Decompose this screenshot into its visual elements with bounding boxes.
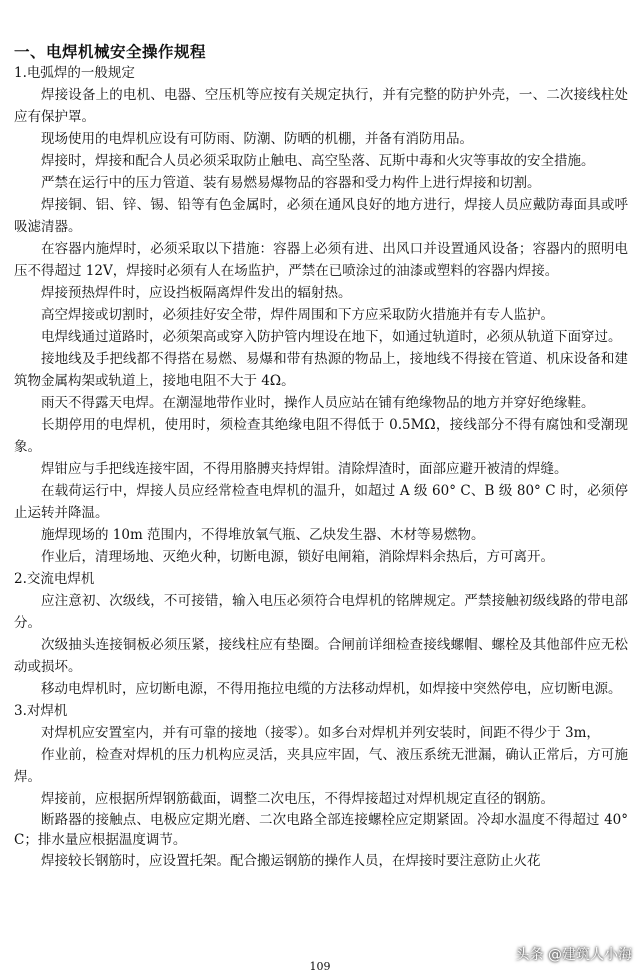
paragraph: 作业后，清理场地、灭绝火种，切断电源，锁好电闸箱，消除焊料余热后，方可离开。 <box>41 549 554 565</box>
paragraph: 严禁在运行中的压力管道、装有易燃易爆物品的容器和受力构件上进行焊接和切割。 <box>41 175 541 191</box>
paragraph: 焊接铜、铝、锌、锡、铅等有色金属时，必须在通风良好的地方进行，焊接人员应戴防毒面具或呼吸滤清器。 <box>14 197 628 235</box>
document-title: 一、电焊机械安全操作规程 <box>14 43 207 61</box>
paragraph: 长期停用的电焊机，使用时，须检查其绝缘电阻不得低于 0.5MΩ，接线部分不得有腐蚀和受潮现象。 <box>14 417 628 455</box>
paragraph: 焊钳应与手把线连接牢固，不得用胳膊夹持焊钳。清除焊渣时，面部应避开被清的焊缝。 <box>41 461 568 477</box>
paragraph: 对焊机应安置室内，并有可靠的接地（接零）。如多台对焊机并列安装时，间距不得少于 3m， <box>41 725 600 741</box>
paragraph: 焊接时，焊接和配合人员必须采取防止触电、高空坠落、瓦斯中毒和火灾等事故的安全措施。 <box>41 153 595 169</box>
paragraph: 应注意初、次级线，不可接错，输入电压必须符合电焊机的铭牌规定。严禁接触初级线路的带电部分。 <box>14 593 628 631</box>
paragraph: 接地线及手把线都不得搭在易燃、易爆和带有热源的物品上，接地线不得接在管道、机床设备和建筑物金属构架或轨道上，接地电阻不大于 4Ω。 <box>14 351 628 389</box>
paragraph: 移动电焊机时，应切断电源，不得用拖拉电缆的方法移动焊机，如焊接中突然停电，应切断电源。 <box>41 681 622 697</box>
section-heading-butt-welder: 3.对焊机 <box>14 703 68 719</box>
paragraph: 断路器的接触点、电极应定期光磨、二次电路全部连接螺栓应定期紧固。冷却水温度不得超过 40° C；排水量应根据温度调节。 <box>14 812 628 848</box>
page-number: 109 <box>309 960 331 973</box>
document-body <box>14 62 628 872</box>
paragraph: 在载荷运行中，焊接人员应经常检查电焊机的温升，如超过 A 级 60° C、B 级 80° C 时，必须停止运转并降温。 <box>14 483 628 521</box>
watermark: 头条 @建筑人小海 <box>515 947 632 963</box>
paragraph: 焊接预热焊件时，应设挡板隔离焊件发出的辐射热。 <box>41 285 352 301</box>
paragraph: 高空焊接或切割时，必须挂好安全带，焊件周围和下方应采取防火措施并有专人监护。 <box>41 307 554 323</box>
paragraph: 现场使用的电焊机应设有可防雨、防潮、防晒的机棚，并备有消防用品。 <box>41 131 473 147</box>
paragraph: 施焊现场的 10m 范围内，不得堆放氧气瓶、乙炔发生器、木材等易燃物。 <box>41 527 485 543</box>
paragraph: 作业前，检查对焊机的压力机构应灵活，夹具应牢固，气、液压系统无泄漏，确认正常后，方可施焊。 <box>14 747 628 785</box>
paragraph: 焊接设备上的电机、电器、空压机等应按有关规定执行，并有完整的防护外壳，一、二次接线柱处应有保护罩。 <box>14 87 628 125</box>
paragraph: 焊接较长钢筋时，应设置托架。配合搬运钢筋的操作人员，在焊接时要注意防止火花 <box>41 853 541 869</box>
paragraph: 电焊线通过道路时，必须架高或穿入防护管内埋设在地下，如通过轨道时，必须从轨道下面穿过。 <box>41 329 622 345</box>
paragraph: 次级抽头连接铜板必须压紧，接线柱应有垫圈。合闸前详细检查接线螺帽、螺栓及其他部件应无松动或损坏。 <box>14 637 628 675</box>
paragraph: 焊接前，应根据所焊钢筋截面，调整二次电压，不得焊接超过对焊机规定直径的钢筋。 <box>41 791 554 807</box>
paragraph: 在容器内施焊时，必须采取以下措施：容器上必须有进、出风口并设置通风设备；容器内的照明电压不得超过 12V，焊接时必须有人在场监护，严禁在已喷涂过的油漆或塑料的容器内焊接。 <box>14 241 628 279</box>
paragraph: 雨天不得露天电焊。在潮湿地带作业时，操作人员应站在铺有绝缘物品的地方并穿好绝缘鞋。 <box>41 395 595 411</box>
section-heading-ac-welder: 2.交流电焊机 <box>14 571 95 587</box>
section-heading-arc-welding: 1.电弧焊的一般规定 <box>14 65 135 81</box>
